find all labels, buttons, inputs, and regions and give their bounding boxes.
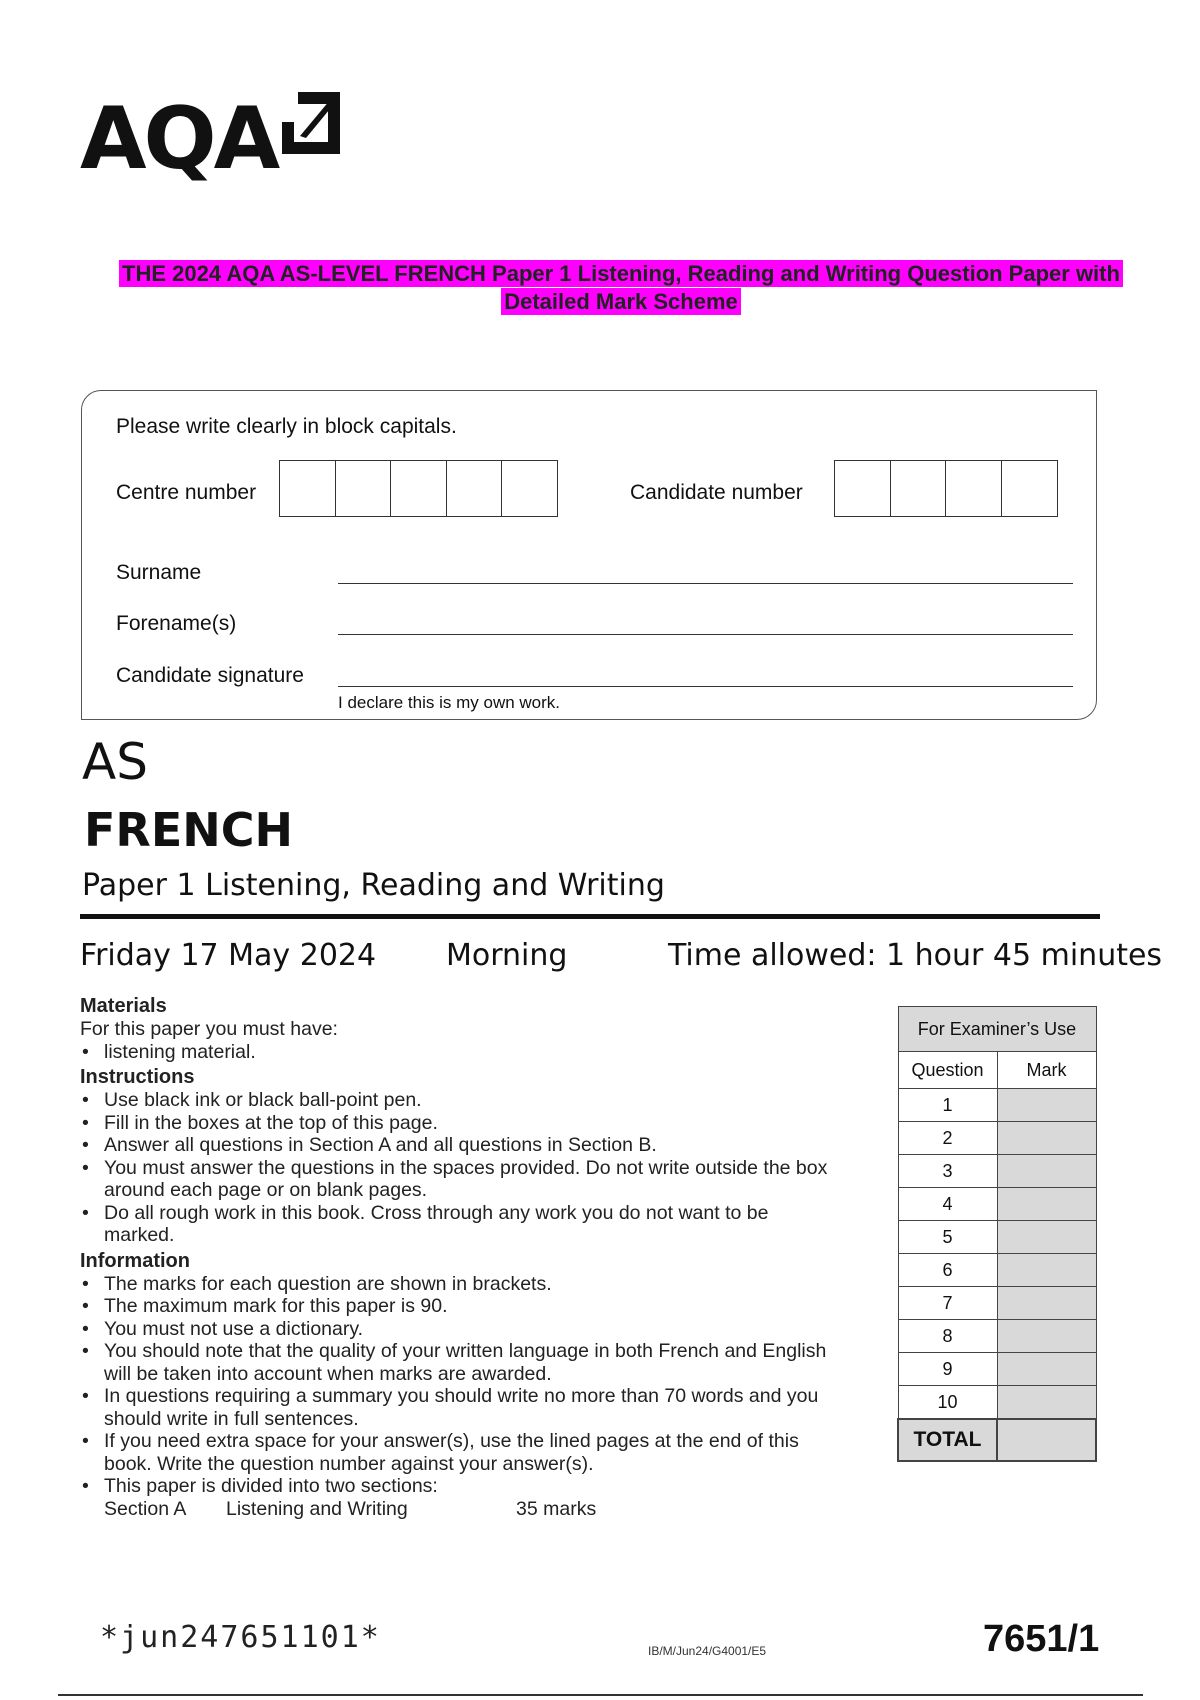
list-item: • Do all rough work in this book. Cross through any work you do not want to be marked. [80, 1202, 840, 1247]
logo-tick-icon [282, 92, 340, 154]
level-title: AS [82, 733, 148, 791]
table-row [898, 1122, 1096, 1155]
list-item: • If you need extra space for your answer(s), use the lined pages at the end of this book. Write the question number against your answer(s). [80, 1430, 840, 1475]
section-a-label: Section A [104, 1497, 187, 1520]
section-a-row [80, 1498, 840, 1521]
title-divider [80, 914, 1100, 919]
information-heading: Information [80, 1249, 190, 1272]
examiner-table-title: For Examiner’s Use [898, 1007, 1096, 1052]
table-row [898, 1188, 1096, 1221]
highlight-line-2: Detailed Mark Scheme [501, 288, 741, 315]
section-a-marks: 35 marks [516, 1497, 597, 1520]
list-item: • You must not use a dictionary. [80, 1318, 840, 1341]
list-item: • Answer all questions in Section A and all questions in Section B. [80, 1134, 840, 1157]
question-number: 1 [898, 1089, 997, 1122]
candidate-details-box [81, 390, 1097, 720]
paper-title: Paper 1 Listening, Reading and Writing [82, 868, 665, 903]
information-list [80, 1273, 840, 1521]
paper-code: 7651/1 [983, 1618, 1100, 1660]
list-item: • You should note that the quality of your written language in both French and English will be taken into account when marks are awarded. [80, 1340, 840, 1385]
table-row [898, 1320, 1096, 1353]
logo-text: AQA [80, 89, 278, 189]
question-column-header: Question [898, 1052, 997, 1089]
list-item: • Use black ink or black ball-point pen. [80, 1089, 840, 1112]
mark-cell [997, 1122, 1096, 1155]
question-number: 4 [898, 1188, 997, 1221]
table-row [898, 1353, 1096, 1386]
section-a-name: Listening and Writing [226, 1497, 408, 1520]
centre-number-digit[interactable] [501, 460, 558, 517]
declaration-text: I declare this is my own work. [338, 693, 561, 712]
materials-list [80, 1041, 840, 1064]
mark-cell [997, 1386, 1096, 1420]
centre-number-label: Centre number [116, 481, 257, 504]
candidate-number-boxes[interactable] [834, 460, 1056, 517]
examiner-use-table [897, 1006, 1097, 1462]
candidate-number-label: Candidate number [630, 481, 803, 504]
materials-intro: For this paper you must have: [80, 1018, 338, 1040]
mark-cell [997, 1254, 1096, 1287]
question-number: 3 [898, 1155, 997, 1188]
question-number: 10 [898, 1386, 997, 1420]
mark-cell [997, 1089, 1096, 1122]
total-label: TOTAL [898, 1419, 997, 1461]
table-row [898, 1089, 1096, 1122]
instructions-heading: Instructions [80, 1066, 195, 1088]
question-number: 9 [898, 1353, 997, 1386]
list-item: • The maximum mark for this paper is 90. [80, 1295, 840, 1318]
mark-cell [997, 1287, 1096, 1320]
forenames-field[interactable] [338, 634, 1073, 635]
highlight-line-1: THE 2024 AQA AS-LEVEL FRENCH Paper 1 Listening, Reading and Writing Question Paper with [119, 260, 1123, 287]
question-number: 5 [898, 1221, 997, 1254]
total-row [898, 1419, 1096, 1461]
question-number: 2 [898, 1122, 997, 1155]
mark-cell [997, 1353, 1096, 1386]
mark-column-header: Mark [997, 1052, 1096, 1089]
signature-label: Candidate signature [116, 664, 304, 687]
centre-number-boxes[interactable] [279, 460, 557, 517]
mark-cell [997, 1221, 1096, 1254]
mark-cell [997, 1320, 1096, 1353]
centre-number-digit[interactable] [446, 460, 503, 517]
footer-divider [58, 1694, 1143, 1696]
mark-cell [997, 1155, 1096, 1188]
table-row [898, 1254, 1096, 1287]
aqa-logo [80, 89, 350, 189]
list-item: • Fill in the boxes at the top of this page. [80, 1112, 840, 1135]
subject-title: FRENCH [84, 803, 294, 857]
exam-session: Morning [446, 938, 568, 973]
barcode-text: *jun247651101* [100, 1620, 381, 1655]
mark-cell [997, 1188, 1096, 1221]
list-item: • This paper is divided into two sections: [80, 1475, 840, 1498]
exam-date: Friday 17 May 2024 [80, 938, 377, 973]
candidate-number-digit[interactable] [945, 460, 1002, 517]
total-mark-cell [997, 1419, 1096, 1461]
list-item: • You must answer the questions in the spaces provided. Do not write outside the box around each page or on blank pages. [80, 1157, 840, 1202]
table-row [898, 1287, 1096, 1320]
question-number: 8 [898, 1320, 997, 1353]
centre-number-digit[interactable] [390, 460, 447, 517]
list-item: • In questions requiring a summary you should write no more than 70 words and you should write in full sentences. [80, 1385, 840, 1430]
instructions-block [80, 994, 840, 1522]
materials-heading: Materials [80, 995, 167, 1017]
list-item: • listening material. [80, 1041, 840, 1064]
signature-field[interactable] [338, 686, 1073, 687]
paper-reference: IB/M/Jun24/G4001/E5 [648, 1644, 767, 1658]
highlighted-title [66, 260, 1176, 316]
centre-number-digit[interactable] [279, 460, 336, 517]
block-capitals-instruction: Please write clearly in block capitals. [116, 415, 457, 438]
table-row [898, 1155, 1096, 1188]
time-allowed: Time allowed: 1 hour 45 minutes [668, 938, 1163, 973]
centre-number-digit[interactable] [335, 460, 392, 517]
question-number: 6 [898, 1254, 997, 1287]
surname-label: Surname [116, 561, 202, 584]
candidate-number-digit[interactable] [890, 460, 947, 517]
candidate-number-digit[interactable] [834, 460, 891, 517]
candidate-number-digit[interactable] [1001, 460, 1058, 517]
surname-field[interactable] [338, 583, 1073, 584]
forenames-label: Forename(s) [116, 612, 237, 635]
table-row [898, 1386, 1096, 1420]
question-number: 7 [898, 1287, 997, 1320]
table-row [898, 1221, 1096, 1254]
list-item: • The marks for each question are shown in brackets. [80, 1273, 840, 1296]
instructions-list [80, 1089, 840, 1247]
